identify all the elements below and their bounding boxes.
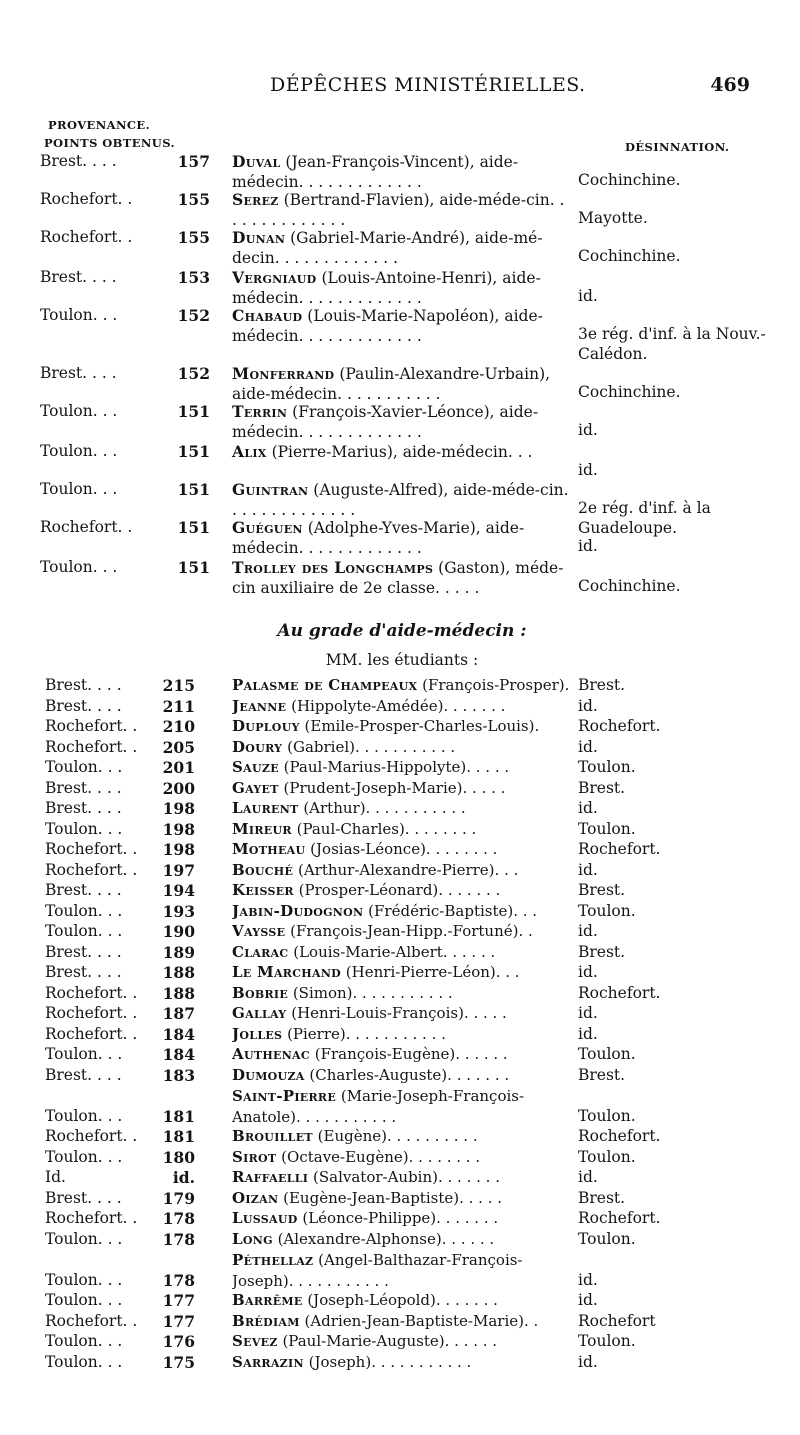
student-given-names: (Salvator-Aubin). . . . . . . bbox=[313, 1168, 500, 1186]
student-row bbox=[0, 922, 800, 943]
student-destination: Toulon. bbox=[578, 819, 636, 838]
entry-destination: Cochinchine. bbox=[578, 171, 681, 189]
student-row bbox=[0, 943, 800, 964]
student-given-names: (Léonce-Philippe). . . . . . . bbox=[302, 1209, 499, 1227]
student-row bbox=[0, 1332, 800, 1353]
student-name bbox=[232, 963, 572, 981]
student-row bbox=[0, 820, 800, 841]
student-given-names: (Alexandre-Alphonse). . . . . . bbox=[277, 1229, 495, 1248]
student-points: 178 bbox=[162, 1229, 195, 1249]
student-destination: Brest. bbox=[578, 1065, 626, 1084]
student-row bbox=[0, 799, 800, 820]
student-destination: Rochefort. bbox=[578, 1209, 661, 1227]
student-name bbox=[232, 758, 572, 776]
student-name bbox=[232, 1353, 572, 1371]
student-row bbox=[0, 1189, 800, 1210]
student-given-names: (Henri-Pierre-Léon). . . bbox=[345, 963, 520, 981]
student-given-names: (Joseph). . . . . . . . . . . bbox=[308, 1352, 472, 1371]
student-given-names: (François-Jean-Hipp.-Fortuné). . bbox=[290, 922, 533, 940]
student-destination: id. bbox=[578, 696, 598, 715]
entry-destination: id. bbox=[578, 461, 598, 479]
entry-given-names: (Adolphe-Yves-Marie), aide-médecin. . . . . . . . . . . . . bbox=[232, 519, 525, 557]
student-origin: Brest. . . . bbox=[45, 942, 122, 961]
student-destination: Toulon. bbox=[578, 1045, 636, 1063]
student-given-names: (Simon). . . . . . . . . . . bbox=[292, 983, 453, 1002]
student-points: 201 bbox=[162, 758, 195, 777]
student-points: 181 bbox=[162, 1127, 195, 1146]
student-destination: id. bbox=[578, 1291, 598, 1309]
student-given-names: (Eugène-Jean-Baptiste). . . . . bbox=[283, 1188, 502, 1207]
student-given-names: (Joseph-Léopold). . . . . . . bbox=[307, 1291, 498, 1309]
student-name bbox=[232, 1312, 572, 1330]
student-name bbox=[232, 1045, 572, 1063]
student-name bbox=[232, 1004, 572, 1022]
student-origin: Toulon. . . bbox=[45, 1045, 123, 1063]
student-name bbox=[232, 1291, 572, 1309]
student-surname: Sevez bbox=[232, 1332, 278, 1350]
student-surname: Palasme de Champeaux bbox=[232, 676, 418, 694]
entry-origin: Toulon. . . bbox=[40, 558, 118, 576]
student-given-names: (Charles-Auguste). . . . . . . bbox=[309, 1065, 510, 1084]
student-destination: id. bbox=[578, 1352, 598, 1371]
student-origin: Toulon. . . bbox=[45, 1147, 123, 1166]
entry-name bbox=[232, 518, 572, 558]
student-row bbox=[0, 1045, 800, 1066]
page-number: 469 bbox=[710, 74, 750, 96]
student-destination: Toulon. bbox=[578, 1332, 636, 1350]
running-title: DÉPÊCHES MINISTÉRIELLES. bbox=[270, 74, 586, 96]
student-points: 179 bbox=[162, 1188, 195, 1208]
entry-points: 152 bbox=[177, 306, 210, 325]
entry-destination: Mayotte. bbox=[578, 209, 648, 227]
student-origin: Toulon. . . bbox=[45, 1291, 123, 1309]
student-origin: Brest. . . . bbox=[45, 676, 122, 694]
student-destination: Brest. bbox=[578, 1188, 626, 1207]
student-name bbox=[232, 717, 572, 735]
student-origin: Brest. . . . bbox=[45, 1065, 122, 1084]
student-given-names: (Arthur). . . . . . . . . . . bbox=[303, 799, 466, 817]
student-name bbox=[232, 1025, 572, 1043]
student-name bbox=[232, 1148, 572, 1166]
entry-given-names: (Bertrand-Flavien), aide-méde-cin. . . . . . . . . . . . . . bbox=[232, 191, 565, 229]
student-surname: Sauze bbox=[232, 758, 279, 776]
entry-origin: Rochefort. . bbox=[40, 518, 133, 536]
student-surname: Sarrazin bbox=[232, 1352, 304, 1371]
student-destination: Brest. bbox=[578, 881, 626, 899]
entry-given-names: (Gabriel-Marie-André), aide-mé-decin. . . . . . . . . . . . . bbox=[232, 229, 543, 267]
student-points: 200 bbox=[162, 778, 195, 798]
student-row bbox=[0, 1250, 800, 1291]
student-destination: Brest. bbox=[578, 676, 626, 694]
student-destination: Brest. bbox=[578, 942, 626, 961]
student-points: 198 bbox=[162, 819, 195, 839]
entry-name bbox=[232, 306, 572, 346]
student-destination: Rochefort. bbox=[578, 717, 661, 735]
student-destination: Toulon. bbox=[578, 1147, 636, 1166]
student-origin: Brest. . . . bbox=[45, 696, 122, 715]
student-destination: id. bbox=[578, 1004, 598, 1022]
entry-destination: id. bbox=[578, 537, 598, 555]
student-row bbox=[0, 984, 800, 1005]
student-origin: Toulon. . . bbox=[45, 901, 123, 920]
student-points: 198 bbox=[162, 840, 195, 859]
student-name bbox=[232, 984, 572, 1002]
student-points: 205 bbox=[162, 737, 195, 757]
student-origin: Id. bbox=[45, 1168, 66, 1186]
student-points: 187 bbox=[162, 1004, 195, 1023]
entry-given-names: (Louis-Antoine-Henri), aide-médecin. . . . . . . . . . . . . bbox=[232, 269, 541, 307]
entry-name bbox=[232, 268, 572, 308]
student-origin: Rochefort. . bbox=[45, 1024, 138, 1043]
entry-surname: Serez bbox=[232, 190, 279, 209]
entry-surname: Guintran bbox=[232, 480, 309, 499]
student-row bbox=[0, 738, 800, 759]
student-name bbox=[232, 922, 572, 940]
entry-surname: Terrin bbox=[232, 402, 288, 421]
student-points: 183 bbox=[162, 1065, 195, 1085]
entry-name bbox=[232, 558, 572, 598]
entry-points: 152 bbox=[177, 364, 210, 383]
entry-points: 155 bbox=[177, 228, 210, 247]
student-name bbox=[232, 1086, 572, 1127]
student-points: 177 bbox=[162, 1291, 195, 1310]
student-row bbox=[0, 1127, 800, 1148]
student-row bbox=[0, 963, 800, 984]
student-given-names: (Octave-Eugène). . . . . . . . bbox=[281, 1147, 481, 1166]
student-row bbox=[0, 779, 800, 800]
student-given-names: (Angel-Balthazar-François-Joseph). . . . . . . . . . . bbox=[232, 1251, 523, 1290]
running-header bbox=[0, 74, 800, 100]
student-row bbox=[0, 676, 800, 697]
student-given-names: (Pierre). . . . . . . . . . . bbox=[287, 1024, 446, 1043]
student-origin: Toulon. . . bbox=[45, 1352, 123, 1371]
student-origin: Rochefort. . bbox=[45, 1004, 138, 1022]
entry-surname: Chabaud bbox=[232, 306, 303, 325]
entry-name bbox=[232, 190, 572, 230]
column-header-provenance: PROVENANCE. bbox=[48, 118, 150, 132]
student-origin: Toulon. . . bbox=[45, 819, 123, 838]
student-row bbox=[0, 881, 800, 902]
student-given-names: (Josias-Léonce). . . . . . . . bbox=[310, 840, 498, 858]
student-given-names: (Paul-Charles). . . . . . . . bbox=[296, 819, 477, 838]
entry-destination: id. bbox=[578, 287, 598, 305]
entry-surname: Vergniaud bbox=[232, 268, 317, 287]
entry-name bbox=[232, 402, 572, 442]
student-row bbox=[0, 1312, 800, 1333]
student-name bbox=[232, 840, 572, 858]
student-origin: Rochefort. . bbox=[45, 983, 138, 1002]
student-row bbox=[0, 758, 800, 779]
student-points: 178 bbox=[162, 1209, 195, 1228]
student-points: 189 bbox=[162, 942, 195, 962]
student-surname: Brédiam bbox=[232, 1311, 300, 1330]
entry-origin: Rochefort. . bbox=[40, 228, 133, 246]
student-row bbox=[0, 861, 800, 882]
entry-name bbox=[232, 480, 572, 520]
student-surname: Jeanne bbox=[232, 696, 287, 715]
entry-given-names: (Jean-François-Vincent), aide-médecin. . . . . . . . . . . . . bbox=[232, 153, 519, 191]
student-surname: Dumouza bbox=[232, 1065, 305, 1084]
student-destination: Rochefort. bbox=[578, 1127, 661, 1145]
student-surname: Jolles bbox=[232, 1024, 283, 1043]
student-points: 177 bbox=[162, 1311, 195, 1331]
student-surname: Lussaud bbox=[232, 1209, 298, 1227]
student-row bbox=[0, 840, 800, 861]
entry-points: 155 bbox=[177, 190, 210, 209]
student-destination: id. bbox=[578, 963, 598, 981]
student-row bbox=[0, 1148, 800, 1169]
entry-points: 151 bbox=[177, 480, 210, 499]
student-given-names: (Prudent-Joseph-Marie). . . . . bbox=[283, 778, 506, 797]
student-row bbox=[0, 1230, 800, 1251]
student-surname: Brouillet bbox=[232, 1127, 313, 1145]
student-name bbox=[232, 1250, 572, 1291]
column-header-points: POINTS OBTENUS. bbox=[44, 136, 175, 150]
student-name bbox=[232, 1127, 572, 1145]
student-origin: Rochefort. . bbox=[45, 1209, 138, 1227]
entry-points: 153 bbox=[177, 268, 210, 287]
student-points: 184 bbox=[162, 1024, 195, 1044]
student-given-names: (François-Prosper). bbox=[422, 676, 570, 694]
entry-origin: Brest. . . . bbox=[40, 152, 117, 170]
student-row bbox=[0, 717, 800, 738]
student-given-names: (Paul-Marie-Auguste). . . . . . bbox=[282, 1332, 498, 1350]
student-given-names: (Arthur-Alexandre-Pierre). . . bbox=[297, 860, 519, 879]
student-destination: id. bbox=[578, 1270, 598, 1289]
student-surname: Motheau bbox=[232, 840, 306, 858]
student-name bbox=[232, 1230, 572, 1248]
entry-destination: Cochinchine. bbox=[578, 577, 681, 595]
entry-origin: Brest. . . . bbox=[40, 268, 117, 286]
student-name bbox=[232, 861, 572, 879]
entry-surname: Guéguen bbox=[232, 518, 303, 537]
student-destination: Rochefort. bbox=[578, 983, 661, 1002]
student-given-names: (Marie-Joseph-François-Anatole). . . . . . . . . . . bbox=[232, 1087, 525, 1126]
student-surname: Raffaelli bbox=[232, 1168, 309, 1186]
student-destination: Toulon. bbox=[578, 758, 636, 776]
student-surname: Laurent bbox=[232, 799, 299, 817]
student-points: 197 bbox=[162, 860, 195, 880]
students-heading: MM. les étudiants : bbox=[325, 651, 479, 669]
student-row bbox=[0, 1291, 800, 1312]
student-surname: Bobrie bbox=[232, 983, 289, 1002]
student-name bbox=[232, 779, 572, 797]
student-points: 210 bbox=[162, 717, 195, 736]
entry-surname: Trolley des Longchamps bbox=[232, 558, 434, 577]
entry-points: 151 bbox=[177, 442, 210, 461]
entry-given-names: (Paulin-Alexandre-Urbain), aide-médecin. . . . . . . . . . . bbox=[232, 365, 551, 403]
student-row bbox=[0, 1025, 800, 1046]
entry-name bbox=[232, 364, 572, 404]
student-destination: Toulon. bbox=[578, 1106, 636, 1125]
student-row bbox=[0, 1353, 800, 1374]
student-given-names: (Eugène). . . . . . . . . . bbox=[317, 1127, 478, 1145]
student-origin: Toulon. . . bbox=[45, 1106, 123, 1125]
entry-given-names: (Pierre-Marius), aide-médecin. . . bbox=[271, 443, 533, 461]
student-points: id. bbox=[172, 1168, 195, 1187]
student-row bbox=[0, 1209, 800, 1230]
entry-name bbox=[232, 228, 572, 268]
student-points: 184 bbox=[162, 1045, 195, 1064]
entry-origin: Brest. . . . bbox=[40, 364, 117, 382]
student-surname: Gallay bbox=[232, 1004, 287, 1022]
student-points: 215 bbox=[162, 676, 195, 695]
student-surname: Oizan bbox=[232, 1188, 279, 1207]
student-destination: Rochefort. bbox=[578, 840, 661, 858]
entry-destination: Cochinchine. bbox=[578, 383, 681, 401]
students-list bbox=[0, 676, 800, 1373]
entry-points: 151 bbox=[177, 558, 210, 577]
entry-points: 157 bbox=[177, 152, 210, 171]
student-surname: Vaysse bbox=[232, 922, 286, 940]
student-origin: Rochefort. . bbox=[45, 1127, 138, 1145]
entry-destination: 2e rég. d'inf. à la Guadeloupe. bbox=[578, 499, 711, 537]
entry-points: 151 bbox=[177, 518, 210, 537]
student-points: 190 bbox=[162, 922, 195, 941]
student-surname: Saint-Pierre bbox=[232, 1087, 337, 1105]
entry-surname: Alix bbox=[232, 442, 267, 461]
student-name bbox=[232, 820, 572, 838]
student-name bbox=[232, 697, 572, 715]
student-surname: Sirot bbox=[232, 1147, 277, 1166]
student-surname: Barrême bbox=[232, 1291, 303, 1309]
student-destination: Brest. bbox=[578, 778, 626, 797]
student-destination: id. bbox=[578, 737, 598, 756]
student-name bbox=[232, 881, 572, 899]
entry-surname: Dunan bbox=[232, 228, 286, 247]
student-points: 198 bbox=[162, 799, 195, 818]
student-name bbox=[232, 1189, 572, 1207]
student-origin: Rochefort. . bbox=[45, 1311, 138, 1330]
student-origin: Rochefort. . bbox=[45, 840, 138, 858]
student-name bbox=[232, 1209, 572, 1227]
student-surname: Duplouy bbox=[232, 717, 300, 735]
student-surname: Long bbox=[232, 1229, 273, 1248]
student-row bbox=[0, 1066, 800, 1087]
student-given-names: (François-Eugène). . . . . . bbox=[314, 1045, 508, 1063]
entry-destination: id. bbox=[578, 421, 598, 439]
student-name bbox=[232, 1332, 572, 1350]
student-name bbox=[232, 799, 572, 817]
student-row bbox=[0, 1086, 800, 1127]
student-surname: Bouché bbox=[232, 860, 294, 879]
student-destination: Toulon. bbox=[578, 901, 636, 920]
student-name bbox=[232, 676, 572, 694]
student-given-names: (Gabriel). . . . . . . . . . . bbox=[287, 737, 456, 756]
entry-given-names: (Gaston), méde-cin auxiliaire de 2e classe. . . . . bbox=[232, 559, 564, 597]
student-points: 178 bbox=[162, 1270, 195, 1290]
student-origin: Toulon. . . bbox=[45, 1270, 123, 1289]
student-destination: id. bbox=[578, 860, 598, 879]
entry-origin: Rochefort. . bbox=[40, 190, 133, 208]
student-given-names: (Louis-Marie-Albert. . . . . . bbox=[293, 942, 496, 961]
student-surname: Jabin-Dudognon bbox=[232, 901, 364, 920]
entry-given-names: (Louis-Marie-Napoléon), aide-médecin. . . . . . . . . . . . . bbox=[232, 307, 543, 345]
student-given-names: (Paul-Marius-Hippolyte). . . . . bbox=[283, 758, 510, 776]
student-points: 194 bbox=[162, 881, 195, 900]
student-row bbox=[0, 1168, 800, 1189]
student-name bbox=[232, 943, 572, 961]
entry-name bbox=[232, 152, 572, 192]
student-destination: Toulon. bbox=[578, 1229, 636, 1248]
student-surname: Gayet bbox=[232, 778, 279, 797]
entry-given-names: (Auguste-Alfred), aide-méde-cin. . . . . . . . . . . . . . bbox=[232, 481, 569, 519]
student-surname: Doury bbox=[232, 737, 283, 756]
student-name bbox=[232, 738, 572, 756]
student-origin: Brest. . . . bbox=[45, 1188, 122, 1207]
student-origin: Toulon. . . bbox=[45, 922, 123, 940]
entry-surname: Monferrand bbox=[232, 364, 335, 383]
student-points: 175 bbox=[162, 1352, 195, 1372]
student-row bbox=[0, 902, 800, 923]
student-destination: id. bbox=[578, 799, 598, 817]
student-surname: Péthellaz bbox=[232, 1251, 314, 1269]
student-points: 188 bbox=[162, 963, 195, 982]
student-points: 188 bbox=[162, 983, 195, 1003]
entry-given-names: (François-Xavier-Léonce), aide-médecin. . . . . . . . . . . . . bbox=[232, 403, 539, 441]
entry-destination: Cochinchine. bbox=[578, 247, 681, 265]
student-origin: Brest. . . . bbox=[45, 881, 122, 899]
student-origin: Toulon. . . bbox=[45, 1229, 123, 1248]
entry-points: 151 bbox=[177, 402, 210, 421]
student-given-names: (Adrien-Jean-Baptiste-Marie). . bbox=[304, 1311, 539, 1330]
student-row bbox=[0, 697, 800, 718]
entry-origin: Toulon. . . bbox=[40, 306, 118, 324]
student-name bbox=[232, 1168, 572, 1186]
entry-origin: Toulon. . . bbox=[40, 402, 118, 420]
student-given-names: (Henri-Louis-François). . . . . bbox=[291, 1004, 507, 1022]
student-origin: Rochefort. . bbox=[45, 717, 138, 735]
entry-name bbox=[232, 442, 572, 463]
student-origin: Rochefort. . bbox=[45, 860, 138, 879]
grade-heading: Au grade d'aide-médecin : bbox=[277, 621, 527, 641]
student-origin: Toulon. . . bbox=[45, 758, 123, 776]
student-row bbox=[0, 1004, 800, 1025]
student-surname: Mireur bbox=[232, 819, 292, 838]
student-name bbox=[232, 1066, 572, 1084]
student-points: 211 bbox=[162, 696, 195, 716]
student-destination: id. bbox=[578, 1168, 598, 1186]
student-destination: id. bbox=[578, 922, 598, 940]
entry-surname: Duval bbox=[232, 152, 281, 171]
column-header-destination: DÉSINNATION. bbox=[625, 140, 730, 154]
student-destination: Rochefort bbox=[578, 1311, 656, 1330]
student-origin: Rochefort. . bbox=[45, 737, 138, 756]
student-given-names: (Frédéric-Baptiste). . . bbox=[368, 901, 538, 920]
student-given-names: (Hippolyte-Amédée). . . . . . . bbox=[291, 696, 506, 715]
student-origin: Brest. . . . bbox=[45, 963, 122, 981]
entry-destination: 3e rég. d'inf. à la Nouv.-Calédon. bbox=[578, 325, 766, 363]
student-points: 176 bbox=[162, 1332, 195, 1351]
student-surname: Authenac bbox=[232, 1045, 310, 1063]
student-destination: id. bbox=[578, 1024, 598, 1043]
student-points: 181 bbox=[162, 1106, 195, 1126]
student-name bbox=[232, 902, 572, 920]
student-origin: Brest. . . . bbox=[45, 778, 122, 797]
student-points: 180 bbox=[162, 1147, 195, 1167]
student-given-names: (Emile-Prosper-Charles-Louis). bbox=[304, 717, 540, 735]
student-origin: Brest. . . . bbox=[45, 799, 122, 817]
student-given-names: (Prosper-Léonard). . . . . . . bbox=[298, 881, 501, 899]
entry-origin: Toulon. . . bbox=[40, 480, 118, 498]
student-points: 193 bbox=[162, 901, 195, 921]
student-surname: Le Marchand bbox=[232, 963, 342, 981]
student-origin: Toulon. . . bbox=[45, 1332, 123, 1350]
student-surname: Keisser bbox=[232, 881, 294, 899]
entry-origin: Toulon. . . bbox=[40, 442, 118, 460]
student-surname: Clarac bbox=[232, 942, 289, 961]
